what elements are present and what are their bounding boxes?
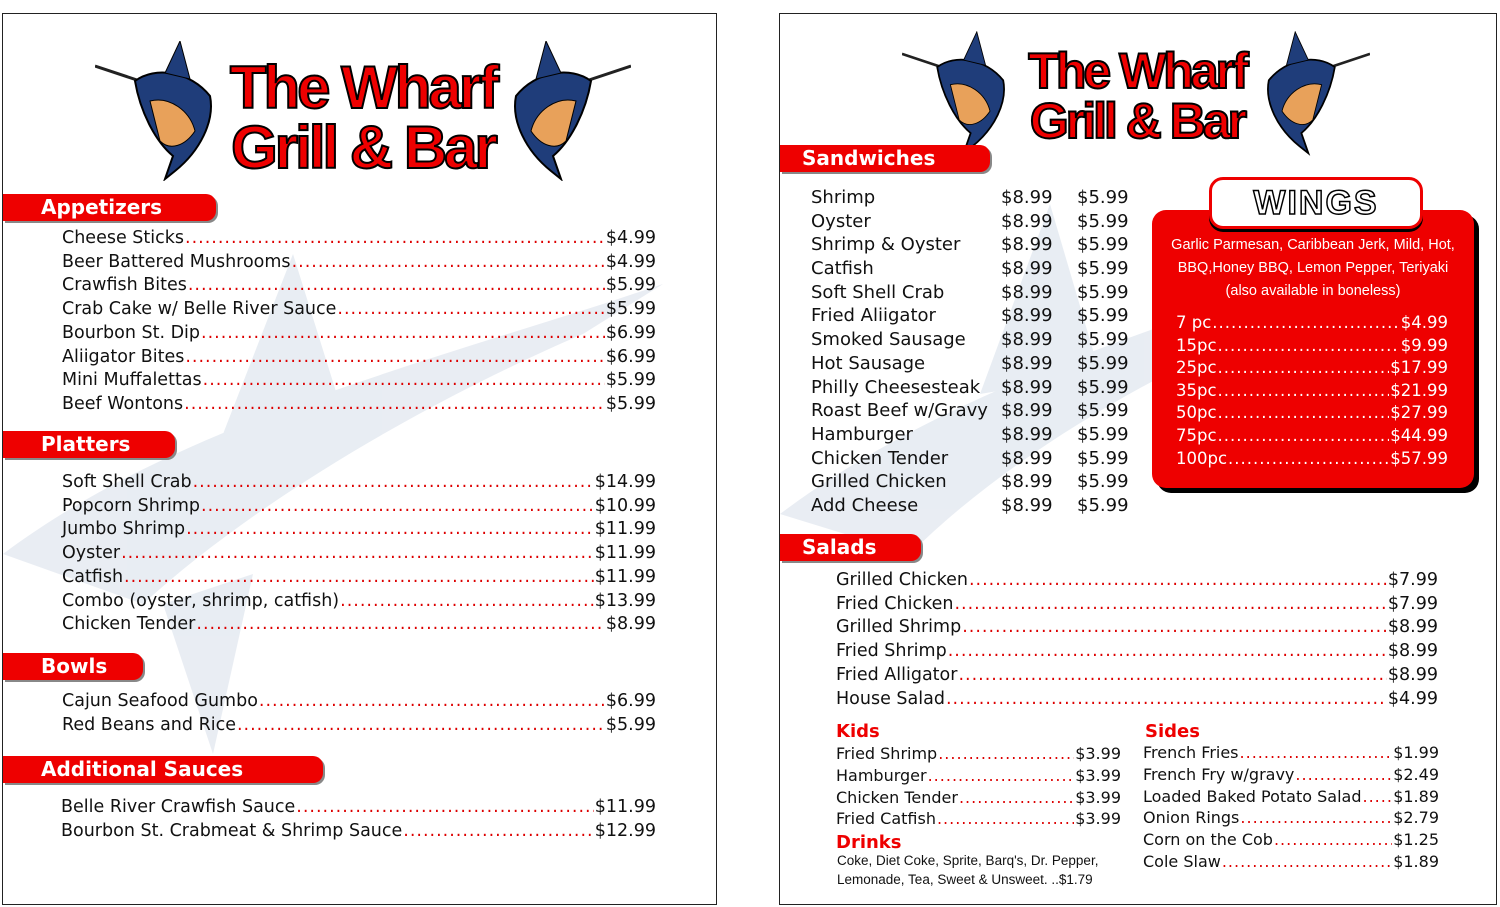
item-price: $9.99 [1400,335,1448,355]
menu-item [62,471,656,495]
item-price: $8.99 [1387,641,1438,662]
item-price: $12.99 [594,820,656,841]
item-name: Roast Beef w/Gravy [811,400,988,422]
dot-leader [1218,425,1390,448]
dot-leader [938,743,1074,765]
item-name: Bourbon St. Dip [62,322,201,343]
dot-leader [1222,851,1392,873]
dot-leader [337,298,604,322]
item-name: 100pc [1176,448,1228,468]
section-title-platters: Platters [3,431,175,458]
dot-leader [969,569,1387,593]
dot-leader [1228,448,1389,471]
menu-item [62,298,656,322]
item-name: Catfish [811,258,874,280]
menu-item [1176,312,1448,335]
dot-leader [1218,357,1390,380]
item-name: Grilled Chicken [836,570,968,590]
item-price: $2.79 [1393,808,1439,828]
item-name: Beef Wontons [62,393,184,414]
dot-leader [959,787,1074,809]
item-price: $7.99 [1387,570,1438,590]
dot-leader [121,542,594,566]
item-price-full: $8.99 [1001,329,1053,351]
item-price-full: $8.99 [1001,210,1053,232]
dot-leader [340,590,594,614]
logo-line-1: The Wharf [229,54,497,121]
item-name: Chicken Tender [811,447,949,469]
item-price-half: $5.99 [1077,376,1129,398]
item-price: $3.99 [1075,744,1121,763]
sandwich-row [811,210,1129,234]
item-name: Soft Shell Crab [811,281,945,303]
menu-item [1143,851,1439,873]
menu-item [62,346,656,370]
item-price: $6.99 [605,322,656,343]
item-price-full: $8.99 [1001,400,1053,422]
section-title-additional-sauces: Additional Sauces [3,756,323,783]
menu-item [1176,357,1448,380]
menu-item [1143,829,1439,851]
dot-leader [403,820,593,844]
item-price-half: $5.99 [1077,352,1129,374]
dot-leader [296,796,593,820]
restaurant-logo [1012,43,1262,149]
item-name: Fried Shrimp [836,744,938,763]
drinks-description [837,851,1127,889]
wings-description [1152,234,1474,303]
dot-leader [237,714,605,738]
item-price-half: $5.99 [1077,234,1129,256]
dot-leader [1218,402,1390,425]
dot-leader [937,808,1074,830]
dot-leader [185,346,605,370]
dot-leader [954,593,1386,617]
menu-item [836,787,1121,809]
menu-item [62,227,656,251]
dot-leader [1218,380,1390,403]
item-name: Shrimp [811,187,876,208]
restaurant-logo [213,54,513,181]
item-name: Bourbon St. Crabmeat & Shrimp Sauce [61,820,403,841]
item-price: $11.99 [594,519,656,540]
item-name: Popcorn Shrimp [62,495,201,516]
marlin-icon [902,31,1012,156]
item-price-full: $8.99 [1001,352,1053,374]
item-price: $5.99 [605,275,656,296]
item-name: Add Cheese [811,494,919,516]
menu-item [62,566,656,590]
item-price-full: $8.99 [1001,305,1053,327]
sauces-list [61,796,656,843]
dot-leader [1240,742,1393,764]
item-price-half: $5.99 [1077,400,1129,422]
item-name: French Fry w/gravy [1143,764,1295,784]
item-name: Chicken Tender [836,787,958,807]
marlin-icon [95,41,220,181]
menu-item [836,765,1121,787]
sandwich-row [811,470,1129,494]
menu-item [836,640,1438,664]
sandwich-row [811,494,1129,518]
item-price: $8.99 [605,614,656,635]
dot-leader [185,227,605,251]
item-name: Crawfish Bites [62,275,187,296]
section-title-bowls: Bowls [3,653,143,680]
item-price: $6.99 [605,346,656,367]
item-price: $3.99 [1075,809,1121,829]
item-name: French Fries [1143,743,1239,762]
menu-item [62,274,656,298]
menu-page-left [2,13,717,905]
item-price: $11.99 [594,797,656,817]
item-price-full: $8.99 [1001,376,1053,398]
dot-leader [962,616,1387,640]
dot-leader [1240,807,1392,829]
dot-leader [1274,829,1392,851]
item-name: Combo (oyster, shrimp, catfish) [62,590,340,611]
dot-leader [946,688,1387,712]
menu-item [62,542,656,566]
item-name: Fried Chicken [836,593,954,614]
item-price: $7.99 [1387,593,1438,614]
dot-leader [124,566,594,590]
menu-item [1143,742,1439,764]
item-price-full: $8.99 [1001,447,1053,469]
appetizers-list [62,227,656,417]
item-price: $1.89 [1393,786,1439,806]
item-name: Onion Rings [1143,808,1240,828]
item-price: $10.99 [594,495,656,516]
item-price-full: $8.99 [1001,423,1053,445]
dot-leader [196,613,605,637]
item-name: 7 pc [1176,313,1212,332]
item-price: $57.99 [1390,448,1448,468]
item-name: Cajun Seafood Gumbo [62,691,258,711]
menu-item [61,820,656,844]
item-price: $5.99 [605,299,656,320]
sandwich-row [811,399,1129,423]
item-name: 50pc [1176,403,1217,423]
sandwich-row [811,423,1129,447]
wings-boneless-note: (also available in boneless) [1225,283,1401,299]
item-price-full: $8.99 [1001,234,1053,256]
menu-item [62,495,656,519]
item-price-full: $8.99 [1001,494,1053,516]
item-price: $5.99 [605,714,656,735]
sandwich-row [811,328,1129,352]
sandwich-row [811,376,1129,400]
item-name: Hamburger [836,765,927,785]
item-price-full: $8.99 [1001,281,1053,303]
item-name: Jumbo Shrimp [62,519,186,540]
item-name: Fried Shrimp [836,641,947,662]
section-title-appetizers: Appetizers [3,194,216,221]
item-name: Chicken Tender [62,614,196,635]
wings-title: WINGS [1209,177,1423,229]
item-name: Crab Cake w/ Belle River Sauce [62,299,337,320]
item-price: $3.99 [1075,765,1121,785]
menu-item [61,796,656,820]
salads-list [836,569,1438,711]
menu-item [62,690,656,714]
item-price-half: $5.99 [1077,329,1129,351]
dot-leader [948,640,1387,664]
kids-list [836,743,1121,830]
drinks-line-1: Coke, Diet Coke, Sprite, Barq's, Dr. Pepper, [837,853,1099,868]
menu-item [1176,380,1448,403]
item-price: $8.99 [1387,617,1438,638]
item-price: $4.99 [605,251,656,272]
item-name: Fried Alligator [836,664,958,685]
item-price: $8.99 [1387,664,1438,685]
sides-list [1143,742,1439,873]
logo-line-1: The Wharf [1028,43,1246,99]
item-price-half: $5.99 [1077,423,1129,445]
wings-flavors-line-2: BBQ,Honey BBQ, Lemon Pepper, Teriyaki [1177,260,1449,276]
wings-price-list [1176,312,1448,470]
menu-item [1143,764,1439,786]
item-name: Grilled Chicken [811,471,947,493]
item-price: $4.99 [1387,688,1438,709]
logo-line-2: Grill & Bar [1029,93,1245,149]
item-price: $1.99 [1393,743,1439,762]
sandwich-row [811,304,1129,328]
item-name: Soft Shell Crab [62,472,192,492]
item-name: Red Beans and Rice [62,714,236,735]
dot-leader [184,393,605,417]
item-price: $14.99 [594,472,656,492]
menu-item [836,743,1121,765]
menu-item [62,322,656,346]
item-name: Shrimp & Oyster [811,234,961,256]
dot-leader [203,369,605,393]
item-price-half: $5.99 [1077,471,1129,493]
dot-leader [1218,335,1400,358]
item-price: $5.99 [605,370,656,391]
drinks-line-2: Lemonade, Tea, Sweet & Unsweet. ..$1.79 [837,872,1093,887]
dot-leader [958,664,1386,688]
dot-leader [201,322,605,346]
dot-leader [1212,312,1399,335]
item-name: Loaded Baked Potato Salad [1143,786,1362,806]
menu-item [62,393,656,417]
item-name: Catfish [62,566,124,587]
item-name: House Salad [836,688,945,709]
marlin-icon [1260,31,1370,156]
sandwich-row [811,186,1129,210]
section-title-salads: Salads [780,534,921,561]
item-name: Cheese Sticks [62,228,184,248]
dot-leader [193,471,594,495]
item-price-half: $5.99 [1077,187,1129,208]
item-name: Mini Muffalettas [62,370,202,391]
item-price: $27.99 [1390,403,1448,423]
marlin-icon [506,41,631,181]
item-price: $11.99 [594,566,656,587]
menu-page-right [779,13,1497,905]
item-price-full: $8.99 [1001,187,1053,208]
menu-item [1176,402,1448,425]
dot-leader [292,251,605,275]
item-name: Fried Aliigator [811,305,936,327]
item-name: Grilled Shrimp [836,617,962,638]
section-title-sandwiches: Sandwiches [780,145,990,172]
menu-item [62,590,656,614]
section-title-sides: Sides [1145,721,1200,742]
item-price-full: $8.99 [1001,471,1053,493]
logo-line-2: Grill & Bar [231,114,495,181]
menu-item [1176,425,1448,448]
item-price: $17.99 [1390,358,1448,378]
item-name: Fried Catfish [836,809,936,829]
item-price: $13.99 [594,590,656,611]
menu-item [62,369,656,393]
item-price-half: $5.99 [1077,305,1129,327]
menu-item [836,688,1438,712]
item-name: 35pc [1176,380,1217,400]
dot-leader [1363,786,1393,808]
sandwich-row [811,257,1129,281]
menu-item [1143,786,1439,808]
sandwich-row [811,281,1129,305]
item-price: $4.99 [605,228,656,248]
menu-item [836,808,1121,830]
bowls-list [62,690,656,737]
menu-item [836,616,1438,640]
item-name: Cole Slaw [1143,851,1221,871]
item-price-half: $5.99 [1077,494,1129,516]
item-price: $44.99 [1390,425,1448,445]
sandwich-row [811,352,1129,376]
item-name: Smoked Sausage [811,329,966,351]
section-title-drinks: Drinks [836,832,902,853]
item-name: Aliigator Bites [62,346,185,367]
item-name: Philly Cheesesteak [811,376,981,398]
menu-item [1143,807,1439,829]
item-price: $2.49 [1393,764,1439,784]
section-title-kids: Kids [836,721,880,742]
item-price: $21.99 [1390,380,1448,400]
item-price: $11.99 [594,543,656,564]
item-price: $5.99 [605,393,656,414]
item-name: Oyster [811,210,871,232]
menu-item [1176,448,1448,471]
item-name: Beer Battered Mushrooms [62,251,291,272]
menu-item [836,593,1438,617]
menu-item [836,664,1438,688]
item-name: Belle River Crawfish Sauce [61,797,296,817]
item-name: 25pc [1176,358,1217,378]
item-price-half: $5.99 [1077,281,1129,303]
item-price: $1.89 [1393,851,1439,871]
menu-item [1176,335,1448,358]
sandwiches-list [811,186,1129,518]
dot-leader [259,690,605,714]
item-price: $6.99 [605,691,656,711]
item-price: $1.25 [1393,830,1439,850]
item-name: Oyster [62,543,121,564]
item-name: 15pc [1176,335,1217,355]
dot-leader [188,274,605,298]
item-price-full: $8.99 [1001,258,1053,280]
item-price-half: $5.99 [1077,258,1129,280]
menu-item [62,714,656,738]
item-name: Hamburger [811,423,913,445]
item-price-half: $5.99 [1077,447,1129,469]
item-name: 75pc [1176,425,1217,445]
dot-leader [201,495,594,519]
wings-panel [1152,210,1474,488]
platters-list [62,471,656,637]
menu-item [836,569,1438,593]
item-price: $4.99 [1400,313,1448,332]
sandwich-row [811,447,1129,471]
item-price-half: $5.99 [1077,210,1129,232]
dot-leader [928,765,1075,787]
menu-item [62,251,656,275]
item-name: Corn on the Cob [1143,830,1273,850]
menu-item [62,518,656,542]
dot-leader [1295,764,1392,786]
sandwich-row [811,233,1129,257]
item-price: $3.99 [1075,787,1121,807]
menu-item [62,613,656,637]
item-name: Hot Sausage [811,352,926,374]
dot-leader [186,518,594,542]
wings-flavors-line-1: Garlic Parmesan, Caribbean Jerk, Mild, Hot, [1171,237,1455,253]
